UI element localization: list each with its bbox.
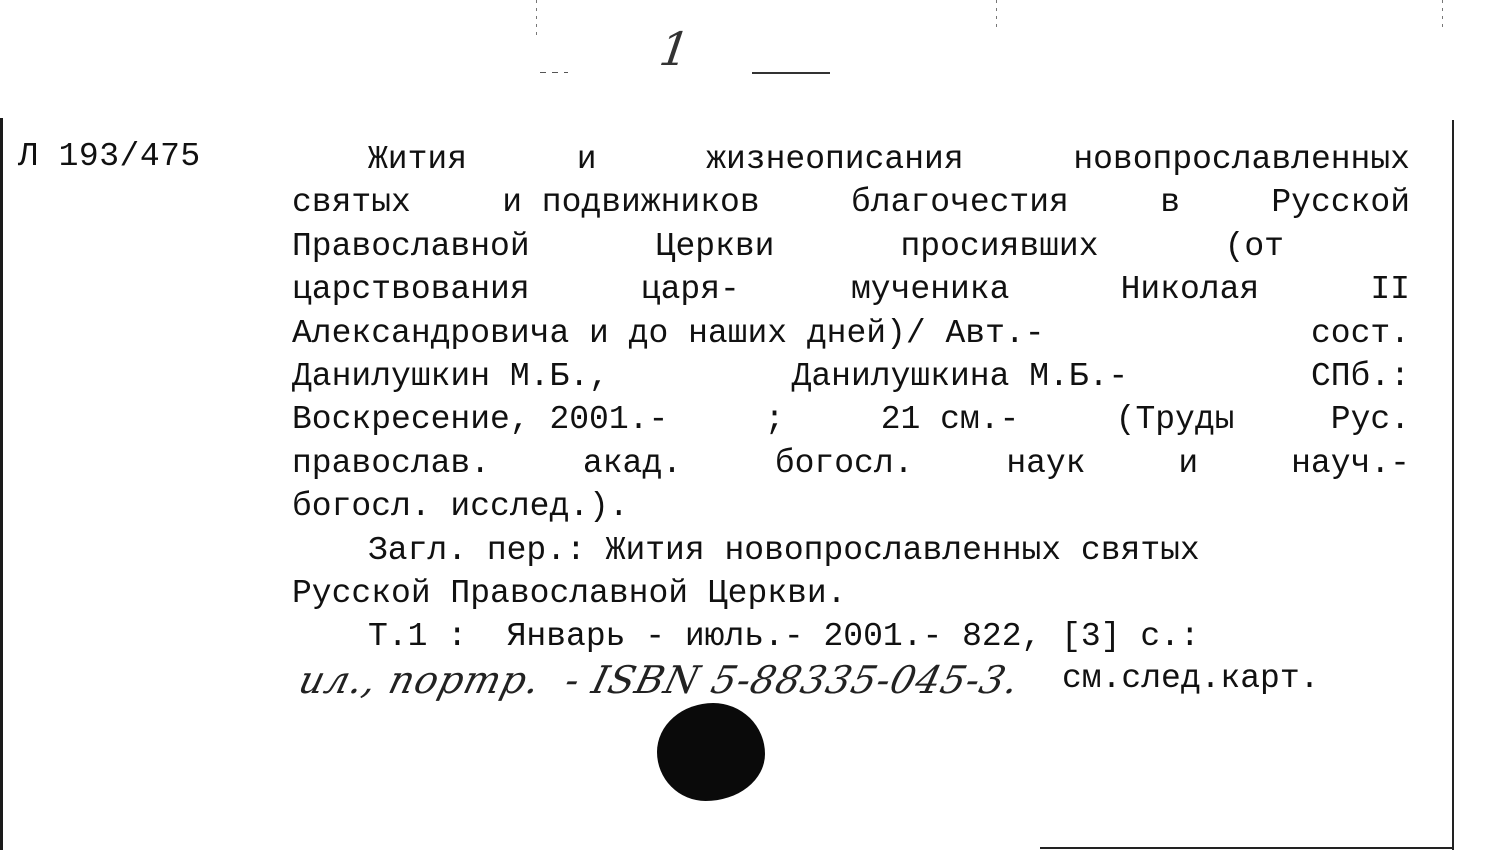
title-line — [292, 225, 1410, 268]
title-word: и — [576, 141, 597, 178]
title-word: православ. — [292, 444, 491, 482]
title-word: благочестия — [851, 184, 1069, 222]
title-word: акад. — [582, 444, 682, 482]
card-number-mark: 1 — [656, 22, 694, 76]
punch-hole — [657, 703, 765, 801]
title-line — [292, 181, 1410, 224]
title-word: царя- — [640, 271, 740, 309]
title-word: святых — [292, 184, 411, 222]
title-block — [292, 138, 1410, 529]
title-word: науч.- — [1291, 444, 1410, 482]
title-word: Рус. — [1330, 401, 1410, 439]
alt-title-line: Русской Православной Церкви. — [292, 574, 847, 612]
title-word: мученика — [850, 271, 1010, 309]
scan-artifact-line — [1442, 0, 1443, 30]
title-word: богосл. исслед.). — [292, 488, 629, 526]
title-line — [292, 398, 1410, 441]
scan-artifact-line — [996, 0, 997, 30]
card-bottom-border — [1040, 847, 1452, 849]
title-word: СПб.: — [1310, 357, 1410, 395]
title-line — [292, 355, 1410, 398]
title-word: (Труды — [1115, 401, 1235, 439]
title-word: Православной — [292, 227, 530, 265]
title-line — [292, 268, 1410, 311]
title-word: богосл. — [774, 444, 914, 482]
title-line — [292, 312, 1410, 355]
title-word: Воскресение, 2001.- — [292, 401, 669, 439]
title-word: Русской — [1271, 184, 1410, 222]
title-word: новопрославленных — [1073, 141, 1410, 178]
title-line — [292, 442, 1410, 485]
title-word: ; — [764, 401, 785, 439]
title-word: сост. — [1310, 314, 1410, 352]
title-line — [292, 485, 1410, 528]
title-word: жизнеописания — [706, 141, 964, 178]
title-word: и подвижников — [502, 184, 760, 222]
title-word: Жития — [368, 141, 468, 178]
title-word: просиявших — [900, 227, 1099, 265]
title-word: (от — [1224, 227, 1284, 265]
shelfmark: Л 193/475 — [18, 138, 201, 175]
title-word: наук — [1006, 444, 1086, 482]
scan-artifact-line — [540, 72, 568, 73]
title-word: и — [1178, 444, 1199, 482]
card-number-underline — [752, 72, 830, 74]
card-right-border — [1452, 120, 1454, 850]
alt-title-line: Загл. пер.: Жития новопрославленных святых — [368, 531, 1200, 569]
title-line — [292, 138, 1410, 181]
handwritten-annotation: ил., портр. - ISBN 5-88335-045-3. — [294, 658, 1025, 702]
continuation-note: см.след.карт. — [1062, 660, 1320, 697]
scan-artifact-line — [536, 0, 537, 40]
title-word: Николая — [1120, 271, 1260, 309]
title-word: Данилушкин М.Б., — [292, 357, 609, 395]
title-word: царствования — [292, 271, 530, 309]
title-word: в — [1160, 184, 1181, 222]
title-word: Данилушкина М.Б.- — [791, 357, 1129, 395]
title-word: II — [1370, 271, 1410, 309]
bibliographic-record — [292, 138, 1410, 659]
card-left-border — [0, 118, 3, 850]
title-word: 21 см.- — [880, 401, 1020, 439]
title-word: Церкви — [655, 227, 775, 265]
title-word: Александровича и до наших дней)/ Авт.- — [292, 314, 1045, 352]
volume-line: Т.1 : Январь - июль.- 2001.- 822, [3] с.: — [368, 618, 1200, 656]
